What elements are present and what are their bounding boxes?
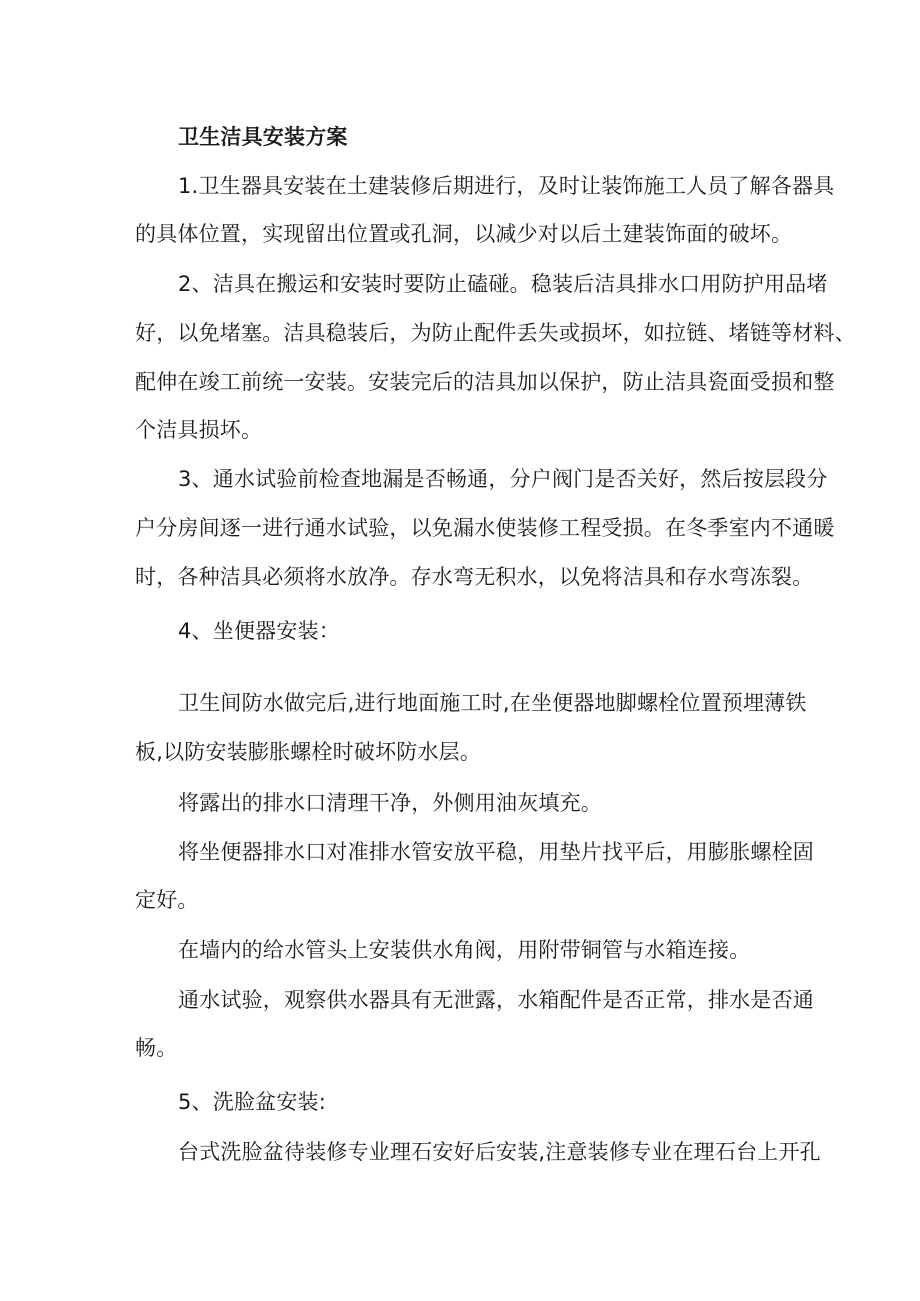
document-title: 卫生洁具安装方案 <box>178 125 348 149</box>
paragraph-line: 定好。 <box>135 888 199 912</box>
section-heading: 5、洗脸盆安装: <box>178 1090 327 1114</box>
paragraph-line: 3、通水试验前检查地漏是否畅通，分户阀门是否关好，然后按层段分 <box>178 467 828 491</box>
paragraph-line: 通水试验，观察供水器具有无泄露，水箱配件是否正常，排水是否通 <box>178 988 814 1012</box>
paragraph-line: 台式洗脸盆待装修专业理石安好后安装,注意装修专业在理石台上开孔 <box>178 1140 821 1164</box>
section-heading: 4、坐便器安装： <box>178 619 340 643</box>
paragraph-line: 个洁具损坏。 <box>135 418 263 442</box>
paragraph-line: 的具体位置，实现留出位置或孔洞，以减少对以后土建装饰面的破坏。 <box>135 222 793 246</box>
paragraph-line: 1.卫生器具安装在土建装修后期进行，及时让装饰施工人员了解各器具 <box>178 174 835 198</box>
paragraph-line: 将坐便器排水口对准排水管安放平稳，用垫片找平后，用膨胀螺栓固 <box>178 840 814 864</box>
paragraph-line: 畅。 <box>135 1036 178 1060</box>
paragraph-line: 板,以防安装膨胀螺栓时破坏防水层。 <box>135 740 482 764</box>
paragraph-line: 户分房间逐一进行通水试验，以免漏水使装修工程受损。在冬季室内不通暖 <box>135 516 835 540</box>
paragraph-line: 卫生间防水做完后,进行地面施工时,在坐便器地脚螺栓位置预埋薄铁 <box>178 691 807 715</box>
paragraph-line: 时，各种洁具必须将水放净。存水弯无积水，以免将洁具和存水弯冻裂。 <box>135 565 814 589</box>
paragraph-line: 配伸在竣工前统一安装。安装完后的洁具加以保护，防止洁具瓷面受损和整 <box>135 370 835 394</box>
paragraph-line: 在墙内的给水管头上安装供水角阀，用附带铜管与水箱连接。 <box>178 938 751 962</box>
paragraph-line: 好，以免堵塞。洁具稳装后，为防止配件丢失或损坏，如拉链、堵链等材料、 <box>135 321 856 345</box>
paragraph-line: 将露出的排水口清理干净，外侧用油灰填充。 <box>178 791 602 815</box>
paragraph-line: 2、洁具在搬运和安装时要防止磕碰。稳装后洁具排水口用防护用品堵 <box>178 272 828 296</box>
